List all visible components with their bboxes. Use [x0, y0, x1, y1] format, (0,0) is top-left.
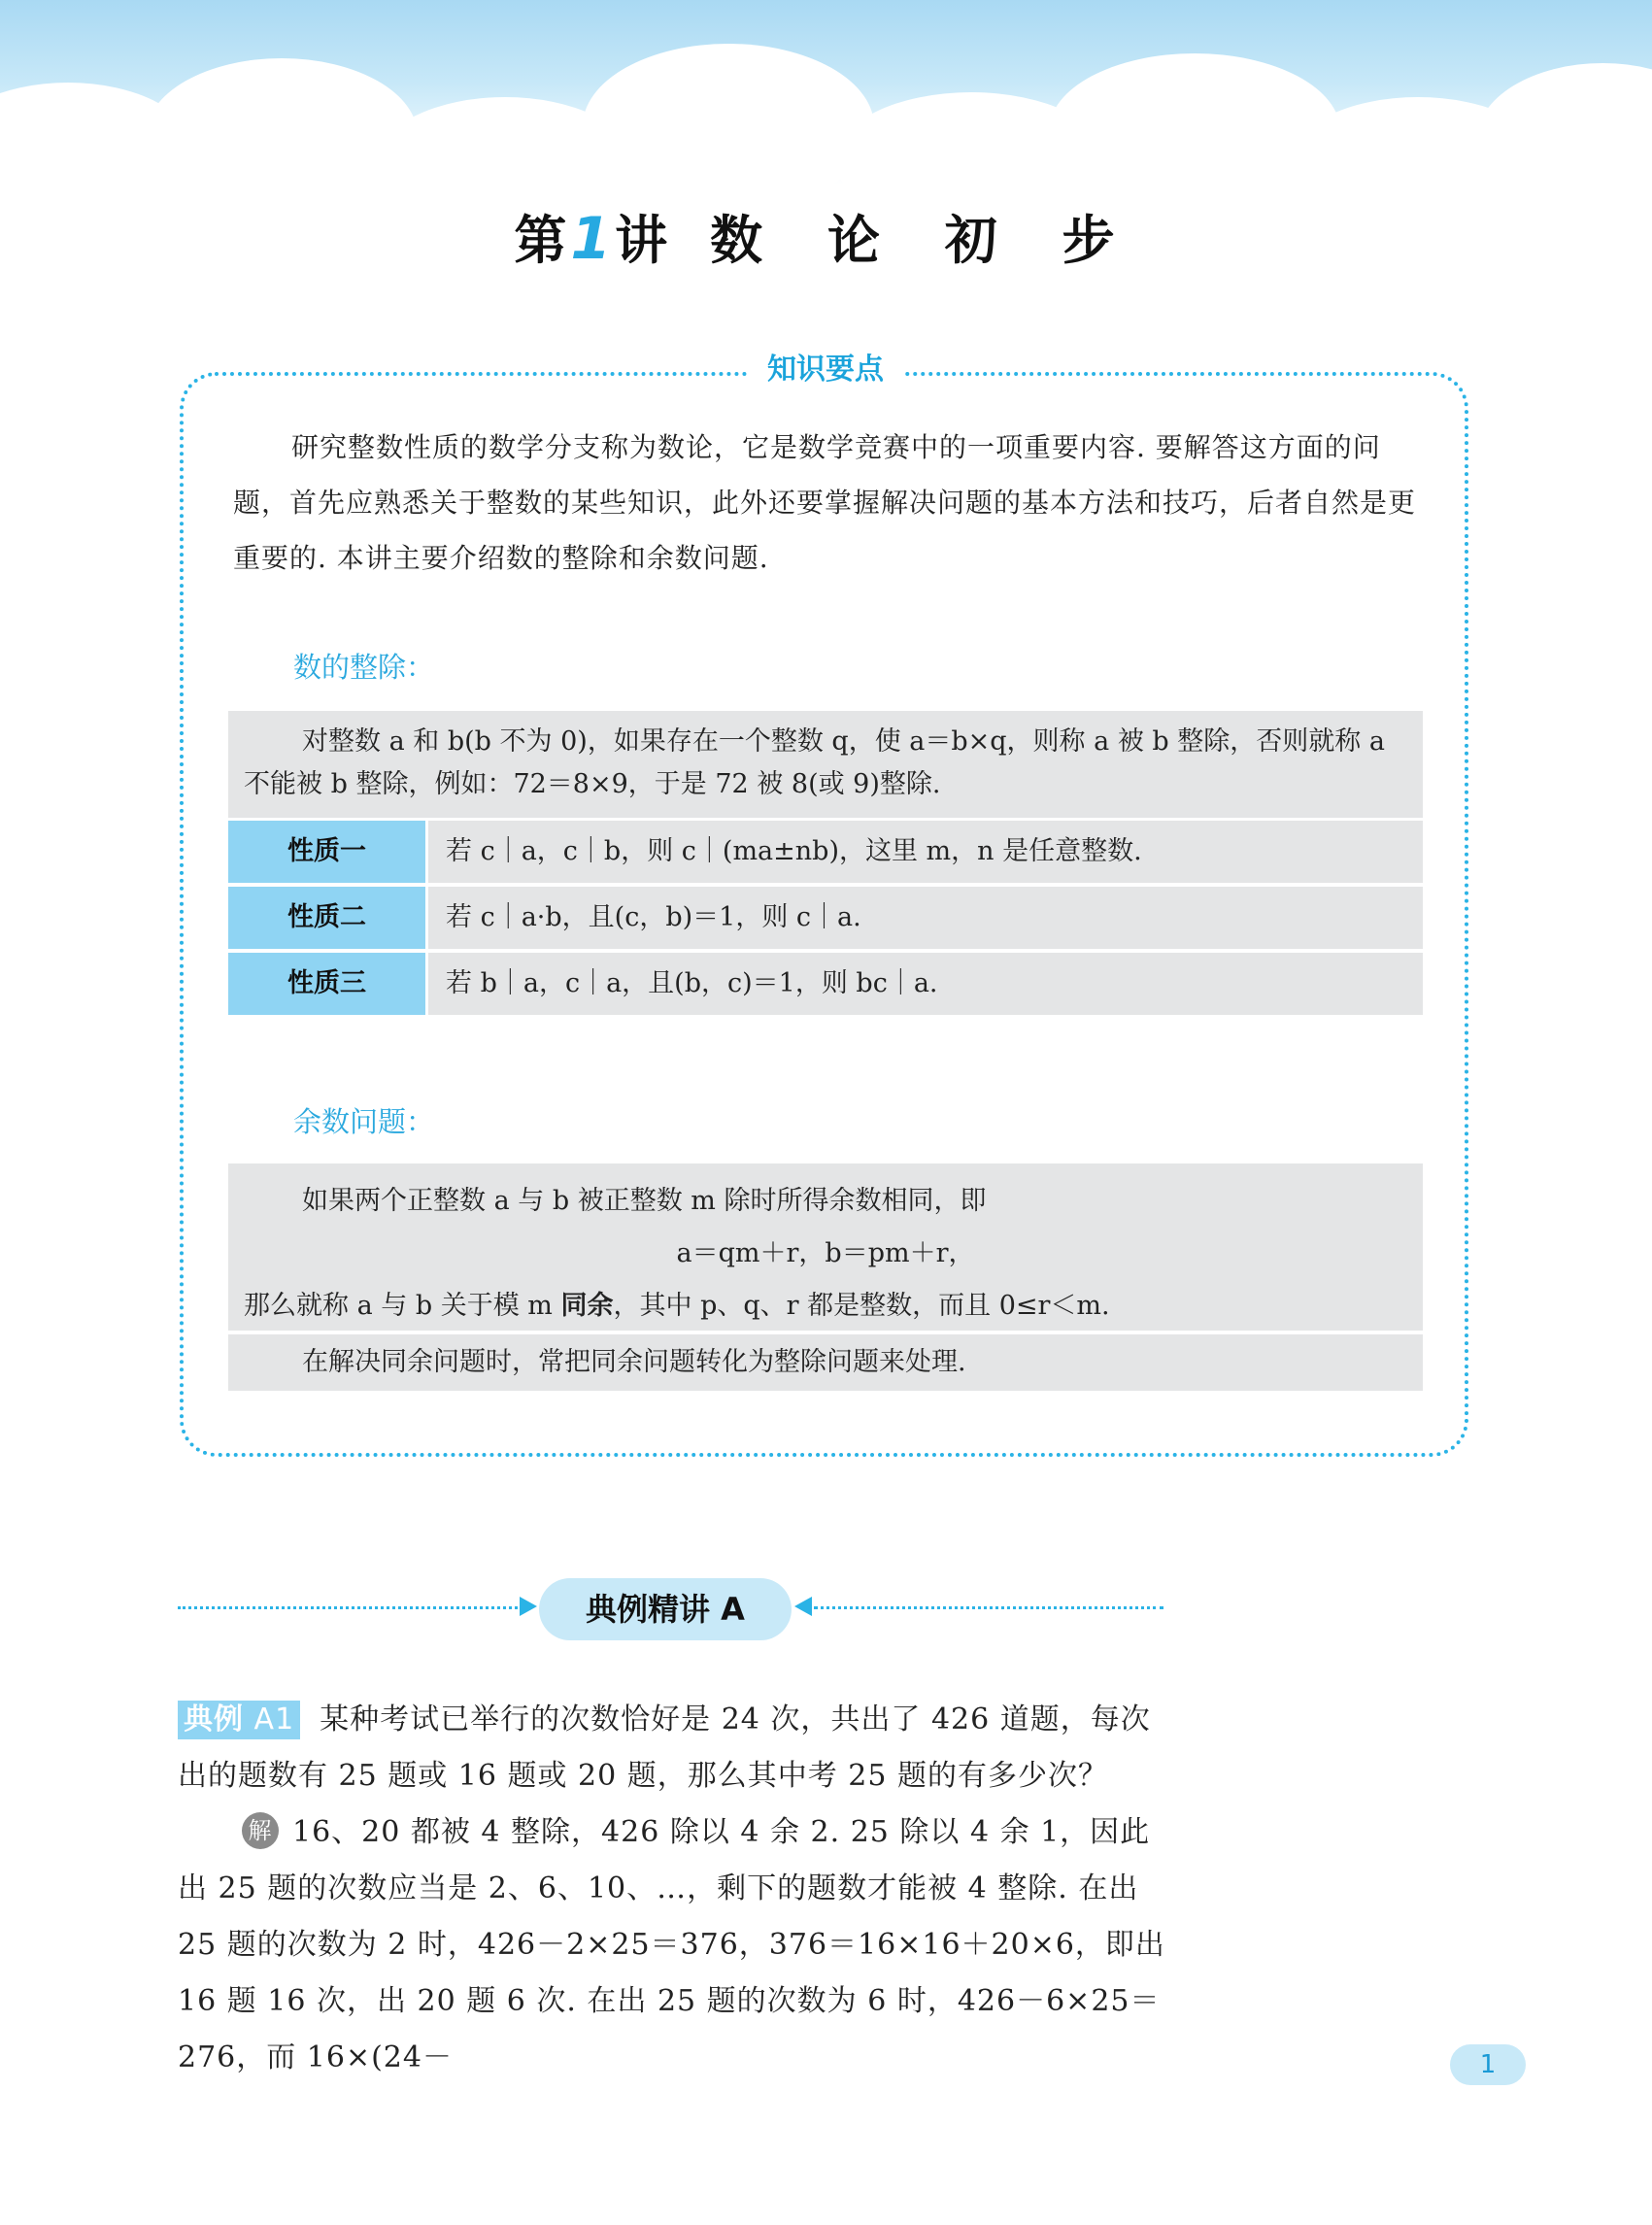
intro-paragraph: 研究整数性质的数学分支称为数论，它是数学竞赛中的一项重要内容. 要解答这方面的问题，首先应熟悉关于整数的某些知识，此外还要掌握解决问题的基本方法和技巧，后者自然是更重要的. 本讲主要介绍数的整除和余数问题. — [233, 431, 1417, 574]
example-a1-problem — [178, 1692, 1173, 1804]
remainder-line-3 — [244, 1280, 1407, 1332]
cloud-decoration — [0, 39, 1652, 204]
example-a1-solution — [178, 1804, 1173, 2086]
chapter-name: 数 论 初 步 — [710, 209, 1138, 271]
examples-banner: 典例精讲 A — [539, 1578, 792, 1640]
example-problem-text: 某种考试已举行的次数恰好是 24 次，共出了 426 道题，每次出的题数有 25 题或 16 题或 20 题，那么其中考 25 题的有多少次？ — [178, 1702, 1151, 1793]
chapter-suffix: 讲 — [615, 209, 672, 271]
solution-badge: 解 — [242, 1812, 279, 1849]
property-label: 性质一 — [228, 821, 425, 883]
page-number: 1 — [1450, 2044, 1526, 2085]
property-row-2 — [228, 887, 1423, 949]
divisibility-heading: 数的整除： — [293, 651, 435, 684]
chapter-title — [0, 199, 1652, 274]
divisibility-definition — [228, 711, 1423, 818]
remainder-line-3-post: ，其中 p、q、r 都是整数，而且 0≤r＜m. — [613, 1291, 1110, 1321]
remainder-line-1: 如果两个正整数 a 与 b 被正整数 m 除时所得余数相同，即 — [302, 1186, 987, 1216]
definition-text: 对整数 a 和 b(b 不为 0)，如果存在一个整数 q，使 a＝b×q，则称 a 被 b 整除，否则就称 a 不能被 b 整除，例如：72＝8×9，于是 72 被 8(或 9)整除. — [244, 726, 1385, 799]
property-row-3 — [228, 953, 1423, 1015]
remainder-heading: 余数问题： — [293, 1105, 435, 1138]
property-label: 性质三 — [228, 953, 425, 1015]
banner-dotted-line-right — [814, 1606, 1163, 1609]
remainder-definition — [228, 1163, 1423, 1331]
property-content: 若 c｜a·b，且(c，b)＝1，则 c｜a. — [428, 887, 1423, 949]
banner-arrow-left-icon — [794, 1597, 812, 1616]
banner-dotted-line-left — [178, 1606, 518, 1609]
remainder-line-3-pre: 那么就称 a 与 b 关于模 m — [244, 1291, 561, 1321]
congruence-term: 同余 — [560, 1291, 614, 1321]
knowledge-box-title: 知识要点 — [748, 348, 903, 392]
remainder-note: 在解决同余问题时，常把同余问题转化为整除问题来处理. — [228, 1334, 1423, 1391]
property-content: 若 b｜a，c｜a，且(b，c)＝1，则 bc｜a. — [428, 953, 1423, 1015]
chapter-number: 1 — [570, 205, 616, 273]
chapter-prefix: 第 — [514, 209, 571, 271]
example-tag — [178, 1701, 300, 1739]
solution-text: 16、20 都被 4 整除，426 除以 4 余 2. 25 除以 4 余 1，因此出 25 题的次数应当是 2、6、10、…，剩下的题数才能被 4 整除. 在出 25 题的次数为 2 时，426－2×25＝376，376＝16×16＋20×6，即出 16 题 16 次，出 20 题 6 次. 在出 25 题的次数为 6 时，426－6×25＝276，而 16×(24－ — [178, 1815, 1165, 2074]
property-row-1 — [228, 821, 1423, 883]
property-content: 若 c｜a，c｜b，则 c｜(ma±nb)，这里 m，n 是任意整数. — [428, 821, 1423, 883]
example-tag-code: A1 — [253, 1702, 295, 1736]
property-label: 性质二 — [228, 887, 425, 949]
example-tag-word: 典例 — [184, 1702, 244, 1736]
banner-arrow-right-icon — [520, 1597, 537, 1616]
remainder-formula: a＝qm＋r，b＝pm＋r， — [676, 1238, 975, 1268]
